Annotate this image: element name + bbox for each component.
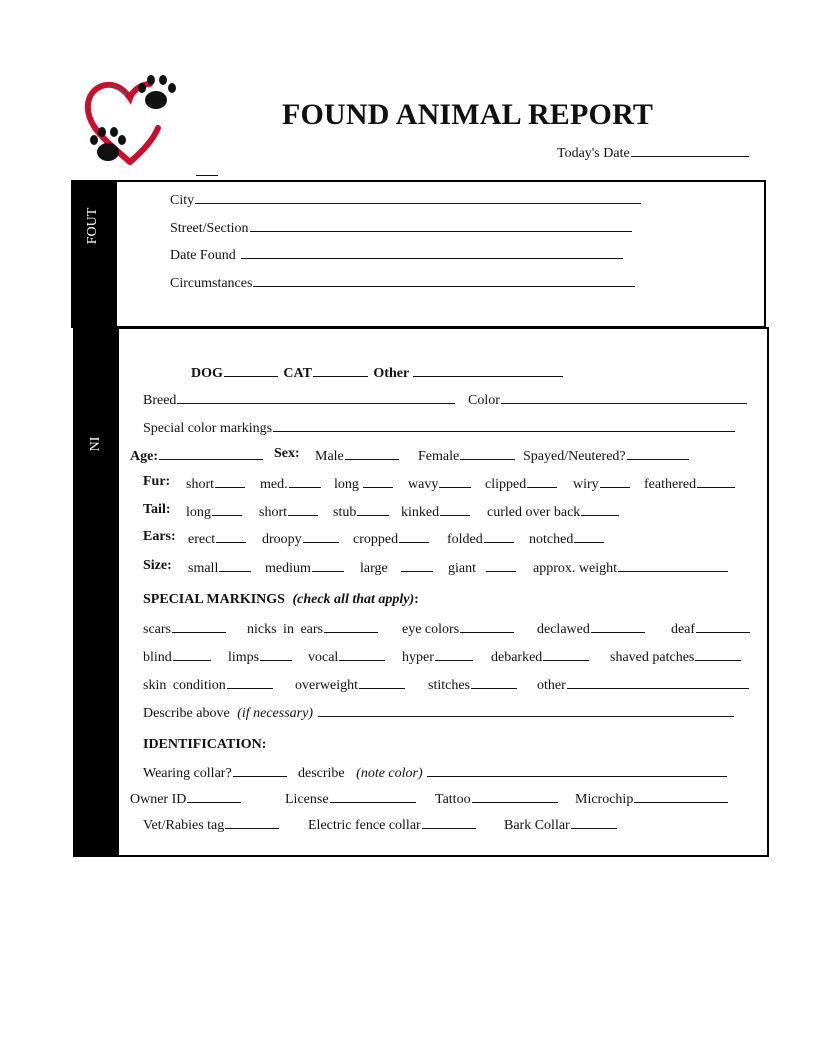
circumstances-field[interactable] bbox=[170, 273, 635, 292]
ears-notched-label: notched bbox=[529, 532, 574, 547]
breed-label: Breed bbox=[143, 393, 177, 408]
ears-erect-label: erect bbox=[188, 532, 216, 547]
sm-limps[interactable] bbox=[228, 647, 292, 666]
electric-fence-collar-label: Electric fence collar bbox=[308, 818, 421, 833]
sm-hyper[interactable] bbox=[402, 647, 473, 666]
tail-label: Tail: bbox=[143, 502, 171, 517]
if-necessary-hint: (if necessary) bbox=[237, 706, 313, 721]
tail-short[interactable] bbox=[259, 502, 318, 521]
fur-med-label: med. bbox=[260, 477, 288, 492]
describe-label: describe bbox=[298, 766, 345, 781]
city-label: City bbox=[170, 193, 195, 208]
fur-long[interactable] bbox=[334, 474, 393, 493]
fur-wiry-label: wiry bbox=[573, 477, 599, 492]
male-label: Male bbox=[315, 449, 344, 464]
sm-hyper-label: hyper bbox=[402, 650, 434, 665]
bark-collar-field[interactable] bbox=[504, 815, 617, 834]
male-option[interactable] bbox=[315, 446, 399, 465]
color-label: Color bbox=[468, 393, 500, 408]
special-color-markings-field[interactable] bbox=[143, 418, 735, 437]
size-medium-label: medium bbox=[265, 561, 311, 576]
sm-eye-colors[interactable] bbox=[402, 619, 514, 638]
bark-collar-label: Bark Collar bbox=[504, 818, 570, 833]
sm-limps-label: limps bbox=[228, 650, 260, 665]
special-markings-title: SPECIAL MARKINGS bbox=[143, 592, 285, 607]
sm-stitches-label: stitches bbox=[428, 678, 470, 693]
fur-short-label: short bbox=[186, 477, 214, 492]
tail-stub-label: stub bbox=[333, 505, 357, 520]
tail-long-label: long bbox=[186, 505, 211, 520]
size-giant[interactable] bbox=[448, 558, 516, 577]
ears-folded[interactable] bbox=[447, 529, 514, 548]
age-field[interactable] bbox=[130, 446, 263, 465]
sm-debarked[interactable] bbox=[491, 647, 589, 666]
special-markings-hint: (check all that apply) bbox=[292, 592, 415, 607]
other-option[interactable] bbox=[373, 366, 563, 381]
date-found-label: Date Found bbox=[170, 248, 236, 263]
cat-option[interactable] bbox=[283, 366, 368, 381]
sm-blind[interactable] bbox=[143, 647, 211, 666]
page-title: FOUND ANIMAL REPORT bbox=[282, 98, 654, 131]
size-large[interactable] bbox=[360, 558, 433, 577]
size-approx-weight[interactable] bbox=[533, 558, 728, 577]
fur-short[interactable] bbox=[186, 474, 245, 493]
sm-scars[interactable] bbox=[143, 619, 226, 638]
sm-other-label: other bbox=[537, 678, 566, 693]
tail-kinked-label: kinked bbox=[401, 505, 440, 520]
animal-type-row bbox=[191, 363, 563, 382]
dog-option[interactable] bbox=[191, 366, 278, 381]
ears-cropped[interactable] bbox=[353, 529, 429, 548]
ears-droopy[interactable] bbox=[262, 529, 339, 548]
tail-curled[interactable] bbox=[487, 502, 619, 521]
info-side-label: NI bbox=[88, 436, 103, 452]
ears-cropped-label: cropped bbox=[353, 532, 399, 547]
fur-feathered[interactable] bbox=[644, 474, 735, 493]
sm-other[interactable] bbox=[537, 675, 749, 694]
special-markings-heading: SPECIAL MARKINGS (check all that apply): bbox=[143, 592, 419, 607]
dog-label: DOG bbox=[191, 366, 223, 381]
other-label: Other bbox=[373, 366, 409, 381]
female-option[interactable] bbox=[418, 446, 515, 465]
fur-wiry[interactable] bbox=[573, 474, 630, 493]
cat-label: CAT bbox=[283, 366, 312, 381]
describe-above-field[interactable] bbox=[143, 703, 734, 722]
sm-declawed[interactable] bbox=[537, 619, 645, 638]
fur-long-label: long bbox=[334, 477, 359, 492]
ears-notched[interactable] bbox=[529, 529, 604, 548]
city-field[interactable] bbox=[170, 190, 641, 209]
sm-eye-colors-label: eye colors bbox=[402, 622, 460, 637]
sm-shaved-patches[interactable] bbox=[610, 647, 741, 666]
sm-deaf[interactable] bbox=[671, 619, 750, 638]
found-side-label: FOUT bbox=[85, 207, 100, 245]
sm-skin-condition-label: skin condition bbox=[143, 678, 226, 693]
vet-rabies-tag-field[interactable] bbox=[143, 815, 279, 834]
color-field[interactable] bbox=[468, 390, 747, 409]
tattoo-field[interactable] bbox=[435, 789, 558, 808]
size-medium[interactable] bbox=[265, 558, 344, 577]
sm-scars-label: scars bbox=[143, 622, 171, 637]
tail-curled-label: curled over back bbox=[487, 505, 581, 520]
fur-label: Fur: bbox=[143, 474, 171, 489]
date-found-field[interactable] bbox=[170, 245, 623, 264]
circumstances-label: Circumstances bbox=[170, 276, 253, 291]
sm-vocal[interactable] bbox=[308, 647, 385, 666]
sm-deaf-label: deaf bbox=[671, 622, 696, 637]
age-label: Age: bbox=[130, 449, 158, 464]
todays-date-field[interactable] bbox=[557, 143, 749, 162]
sm-debarked-label: debarked bbox=[491, 650, 543, 665]
sm-nicks-label: nicks in ears bbox=[247, 622, 323, 637]
sm-skin-condition[interactable] bbox=[143, 675, 273, 694]
tail-long[interactable] bbox=[186, 502, 242, 521]
sm-declawed-label: declawed bbox=[537, 622, 590, 637]
sm-blind-label: blind bbox=[143, 650, 172, 665]
wearing-collar-label: Wearing collar? bbox=[143, 766, 232, 781]
sex-label: Sex: bbox=[274, 446, 300, 461]
electric-fence-collar-field[interactable] bbox=[308, 815, 476, 834]
tail-short-label: short bbox=[259, 505, 287, 520]
tattoo-label: Tattoo bbox=[435, 792, 471, 807]
spayed-label: Spayed/Neutered? bbox=[523, 449, 626, 464]
collar-describe-field[interactable] bbox=[298, 763, 727, 782]
spayed-option[interactable] bbox=[523, 446, 689, 465]
owner-id-field[interactable] bbox=[130, 789, 241, 808]
fur-med[interactable] bbox=[260, 474, 321, 493]
size-small[interactable] bbox=[188, 558, 251, 577]
todays-date-label: Today's Date bbox=[557, 146, 630, 161]
sm-vocal-label: vocal bbox=[308, 650, 339, 665]
size-small-label: small bbox=[188, 561, 219, 576]
ears-folded-label: folded bbox=[447, 532, 483, 547]
describe-above-label: Describe above bbox=[143, 706, 230, 721]
microchip-label: Microchip bbox=[575, 792, 634, 807]
wearing-collar-field[interactable] bbox=[143, 763, 287, 782]
ears-erect[interactable] bbox=[188, 529, 246, 548]
microchip-field[interactable] bbox=[575, 789, 728, 808]
heart-paw-logo bbox=[82, 72, 192, 172]
size-label: Size: bbox=[143, 558, 172, 573]
owner-id-label: Owner ID bbox=[130, 792, 187, 807]
fur-clipped-label: clipped bbox=[485, 477, 527, 492]
vet-rabies-tag-label: Vet/Rabies tag bbox=[143, 818, 225, 833]
female-label: Female bbox=[418, 449, 460, 464]
fur-clipped[interactable] bbox=[485, 474, 557, 493]
tail-stub[interactable] bbox=[333, 502, 389, 521]
fur-wavy-label: wavy bbox=[408, 477, 439, 492]
size-giant-label: giant bbox=[448, 561, 476, 576]
sm-shaved-patches-label: shaved patches bbox=[610, 650, 695, 665]
note-color-hint: (note color) bbox=[356, 766, 423, 781]
fur-wavy[interactable] bbox=[408, 474, 471, 493]
ears-droopy-label: droopy bbox=[262, 532, 302, 547]
ears-label: Ears: bbox=[143, 529, 176, 544]
size-weight-label: approx. weight bbox=[533, 561, 617, 576]
sm-overweight[interactable] bbox=[295, 675, 405, 694]
fur-feathered-label: feathered bbox=[644, 477, 697, 492]
sm-overweight-label: overweight bbox=[295, 678, 358, 693]
stray-underline bbox=[196, 175, 218, 176]
license-label: License bbox=[285, 792, 329, 807]
street-label: Street/Section bbox=[170, 221, 249, 236]
sm-stitches[interactable] bbox=[428, 675, 517, 694]
tail-kinked[interactable] bbox=[401, 502, 470, 521]
street-field[interactable] bbox=[170, 218, 632, 237]
identification-heading: IDENTIFICATION: bbox=[143, 737, 267, 752]
special-color-markings-label: Special color markings bbox=[143, 421, 273, 436]
sm-nicks[interactable] bbox=[247, 619, 378, 638]
breed-field[interactable] bbox=[143, 390, 455, 409]
size-large-label: large bbox=[360, 561, 388, 576]
license-field[interactable] bbox=[285, 789, 416, 808]
info-sidebar bbox=[73, 327, 119, 857]
